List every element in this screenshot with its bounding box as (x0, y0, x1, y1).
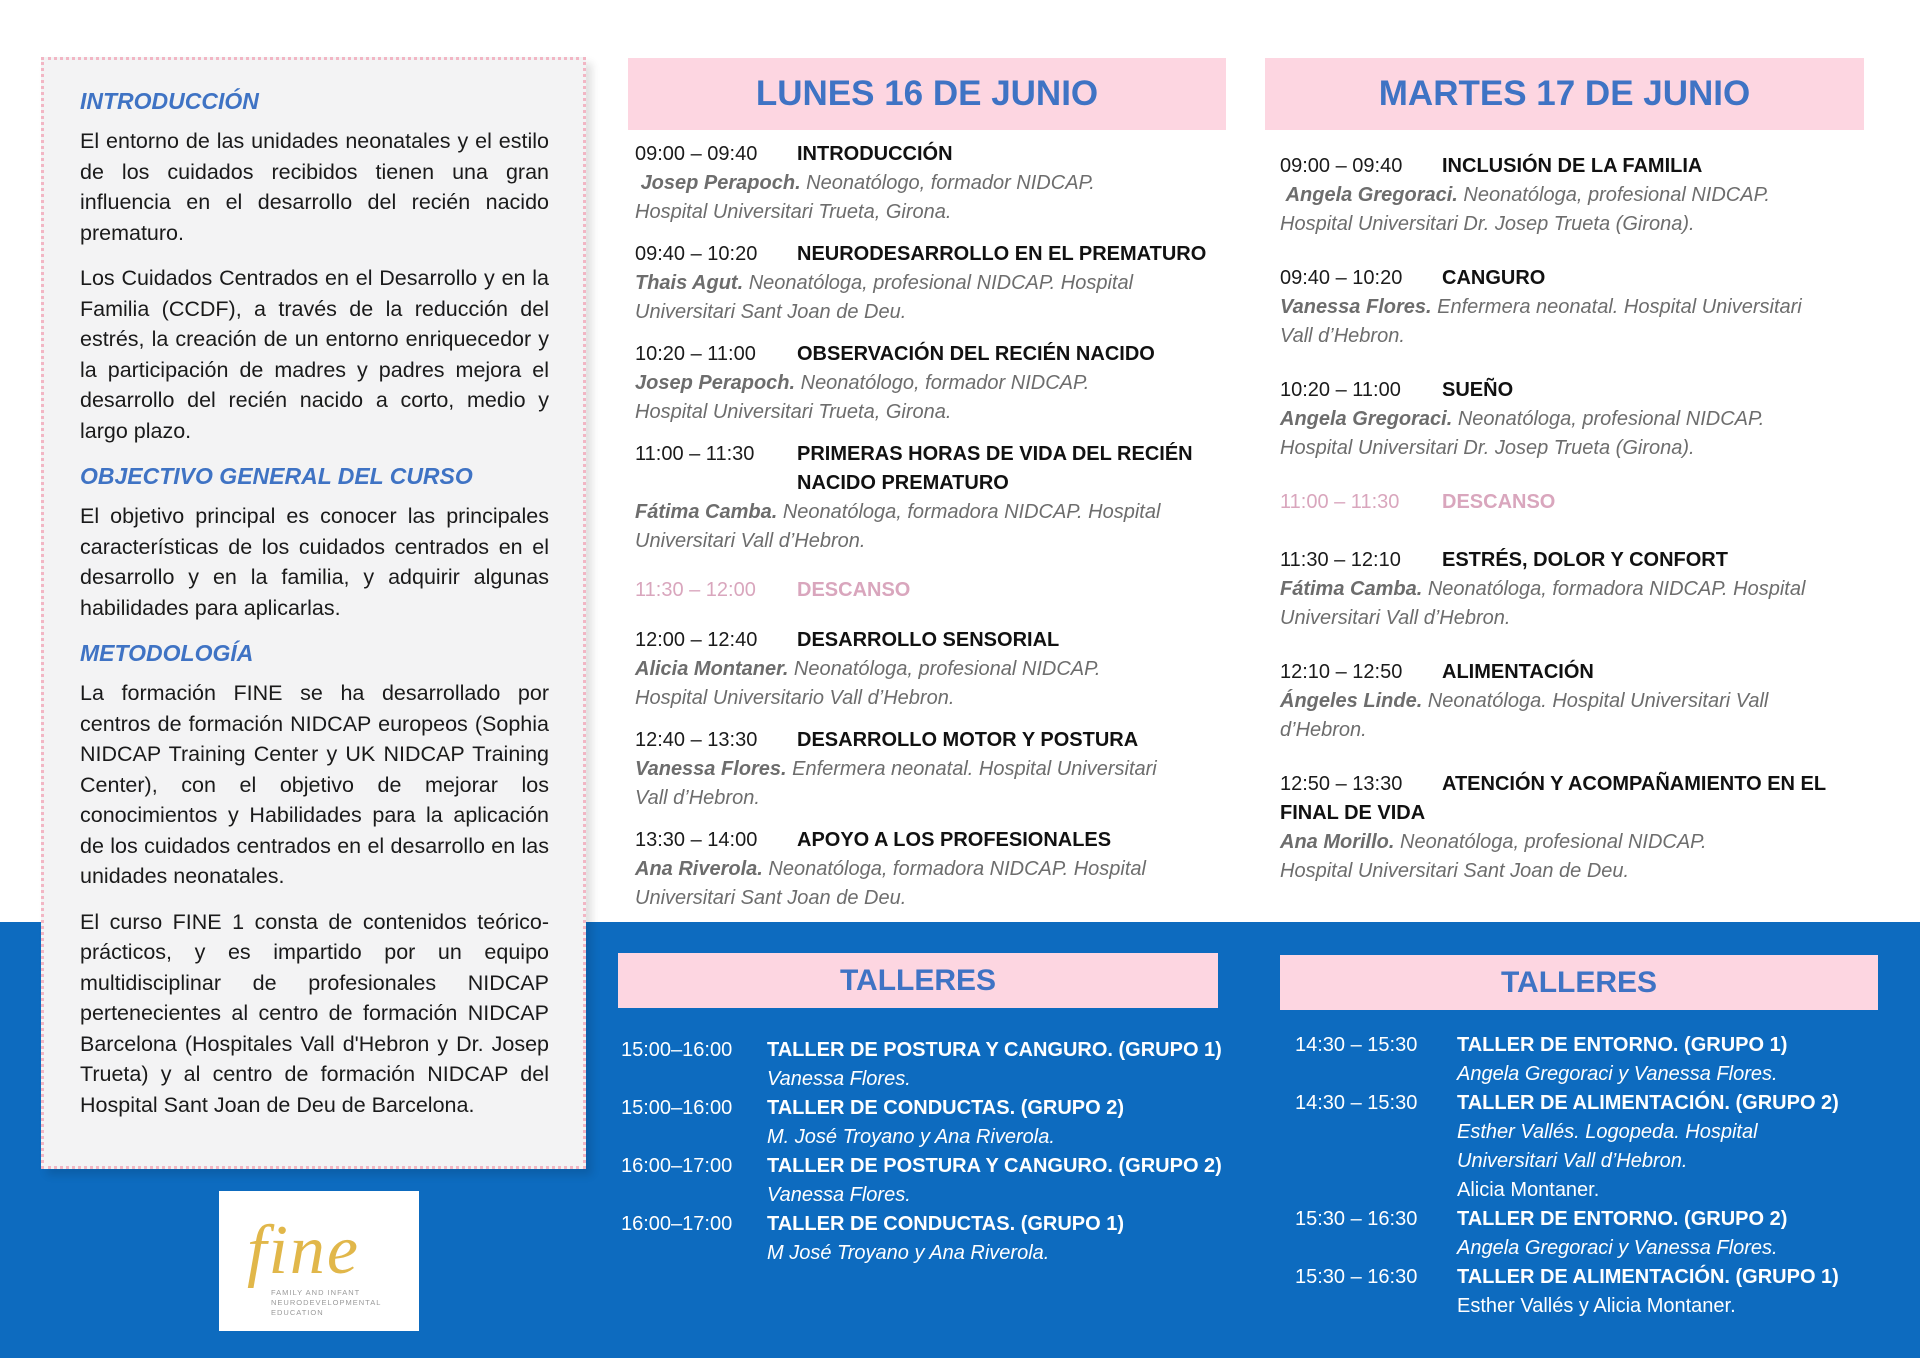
session-speaker: Josep Perapoch. Neonatólogo, formador NIDCAP. (635, 372, 1090, 394)
session-hospital: Hospital Universitari Trueta, Girona. (635, 401, 952, 423)
workshop-instructors: Angela Gregoraci y Vanessa Flores. (1457, 1063, 1778, 1085)
workshop-time: 15:30 – 16:30 (1295, 1208, 1418, 1230)
session-time: 11:30 – 12:10 (1280, 549, 1401, 571)
session-speaker: Fátima Camba. Neonatóloga, formadora NIDCAP. Hospital (635, 501, 1161, 523)
methodology-paragraph-2: El curso FINE 1 consta de contenidos teórico-prácticos, y es impartido por un equipo multidisciplinar de profesionales NIDCAP pertenecientes al centro de formación NIDCAP Barcelona (Hospitales Vall d'Hebron y Dr. Josep Trueta) y al centro de formación NIDCAP del Hospital Sant Joan de Deu de Barcelona. (80, 909, 549, 1117)
session-hospital: Universitari Vall d’Hebron. (1280, 607, 1511, 629)
schedule-item (635, 140, 1235, 227)
session-hospital: Vall d’Hebron. (635, 787, 760, 809)
schedule-item (1280, 152, 1880, 239)
workshop-title: TALLER DE ALIMENTACIÓN. (GRUPO 2) (1457, 1092, 1839, 1114)
workshop-item (621, 1036, 1241, 1094)
methodology-paragraph-1: La formación FINE se ha desarrollado por centros de formación NIDCAP europeos (Sophia NIDCAP Training Center y UK NIDCAP Training Center), con el objetivo de mejorar los conocimientos y Habilidades para la aplicación de los cuidados centrados en el desarrollo en las unidades neonatales. (80, 681, 549, 888)
session-speaker: Vanessa Flores. Enfermera neonatal. Hospital Universitari (635, 758, 1157, 780)
session-hospital: Universitari Sant Joan de Deu. (635, 887, 907, 909)
session-speaker: Vanessa Flores. Enfermera neonatal. Hospital Universitari (1280, 296, 1802, 318)
session-hospital: Hospital Universitari Dr. Josep Trueta (Girona). (1280, 213, 1695, 235)
schedule-item (1280, 658, 1880, 745)
schedule-item (635, 626, 1235, 713)
fine-logo (219, 1191, 419, 1331)
session-time: 12:00 – 12:40 (635, 629, 758, 651)
break-item (635, 576, 1235, 605)
workshop-item (1295, 1263, 1915, 1321)
break-time: 11:00 – 11:30 (1280, 491, 1400, 513)
schedule-item (635, 240, 1235, 327)
workshop-time: 16:00–17:00 (621, 1155, 733, 1177)
session-hospital: d’Hebron. (1280, 719, 1367, 741)
workshop-title: TALLER DE ENTORNO. (GRUPO 2) (1457, 1208, 1788, 1230)
session-time: 09:00 – 09:40 (635, 143, 758, 165)
logo-wordmark: fine (247, 1212, 360, 1289)
workshop-title: TALLER DE CONDUCTAS. (GRUPO 1) (767, 1213, 1125, 1235)
session-speaker: Angela Gregoraci. Neonatóloga, profesional NIDCAP. (1280, 408, 1765, 430)
workshop-instructors: M José Troyano y Ana Riverola. (767, 1242, 1050, 1264)
session-time: 13:30 – 14:00 (635, 829, 758, 851)
schedule-item (1280, 376, 1880, 463)
workshop-item (1295, 1031, 1915, 1089)
session-speaker: Fátima Camba. Neonatóloga, formadora NIDCAP. Hospital (1280, 578, 1806, 600)
session-time: 10:20 – 11:00 (1280, 379, 1401, 401)
workshop-item (1295, 1205, 1915, 1263)
workshop-title: TALLER DE CONDUCTAS. (GRUPO 2) (767, 1097, 1125, 1119)
workshop-title: TALLER DE POSTURA Y CANGURO. (GRUPO 1) (767, 1039, 1222, 1061)
workshop-instructors: M. José Troyano y Ana Riverola. (767, 1126, 1055, 1148)
monday-workshops (621, 1036, 1241, 1268)
break-label: DESCANSO (797, 579, 911, 601)
session-title: ESTRÉS, DOLOR Y CONFORT (1442, 549, 1728, 571)
workshop-instructors-line3: Alicia Montaner. (1457, 1179, 1600, 1201)
session-title: ALIMENTACIÓN (1442, 661, 1594, 683)
session-title: DESARROLLO SENSORIAL (797, 629, 1060, 651)
break-item (1280, 488, 1880, 517)
workshop-instructors: Vanessa Flores. (767, 1068, 911, 1090)
schedule-item (1280, 546, 1880, 633)
session-time: 12:50 – 13:30 (1280, 773, 1403, 795)
break-label: DESCANSO (1442, 491, 1556, 513)
workshop-instructors: Angela Gregoraci y Vanessa Flores. (1457, 1237, 1778, 1259)
session-hospital: Universitari Vall d’Hebron. (635, 530, 866, 552)
session-speaker: Thais Agut. Neonatóloga, profesional NIDCAP. Hospital (635, 272, 1134, 294)
objective-heading: OBJECTIVO GENERAL DEL CURSO (80, 463, 473, 489)
tuesday-schedule (1280, 152, 1880, 886)
session-title: NEURODESARROLLO EN EL PREMATURO (797, 243, 1207, 265)
session-title-continued: NACIDO PREMATURO (797, 472, 1009, 494)
session-title-continued: FINAL DE VIDA (1280, 802, 1426, 824)
workshop-time: 15:00–16:00 (621, 1097, 733, 1119)
tuesday-workshops-header: TALLERES (1280, 955, 1878, 1010)
workshop-time: 16:00–17:00 (621, 1213, 733, 1235)
workshop-instructors-line2: Universitari Vall d’Hebron. (1457, 1150, 1688, 1172)
workshop-time: 14:30 – 15:30 (1295, 1034, 1418, 1056)
monday-schedule (635, 140, 1235, 913)
schedule-item (635, 340, 1235, 427)
session-title: ATENCIÓN Y ACOMPAÑAMIENTO EN EL (1442, 773, 1827, 795)
workshop-title: TALLER DE ENTORNO. (GRUPO 1) (1457, 1034, 1788, 1056)
workshop-instructors: Esther Vallés. Logopeda. Hospital (1457, 1121, 1758, 1143)
workshop-title: TALLER DE POSTURA Y CANGURO. (GRUPO 2) (767, 1155, 1222, 1177)
intro-paragraph-2: Los Cuidados Centrados en el Desarrollo y en la Familia (CCDF), a través de la reducción del estrés, la creación de un entorno enriquecedor y la participación de madres y padres mejora el desarrollo del recién nacido a corto, medio y largo plazo. (80, 266, 549, 443)
tuesday-header: MARTES 17 DE JUNIO (1265, 58, 1864, 130)
course-info-panel (41, 57, 586, 1169)
session-title: INTRODUCCIÓN (797, 143, 953, 165)
session-speaker: Josep Perapoch. Neonatólogo, formador NIDCAP. (640, 172, 1095, 194)
workshop-title: TALLER DE ALIMENTACIÓN. (GRUPO 1) (1457, 1266, 1839, 1288)
session-speaker: Ángeles Linde. Neonatóloga. Hospital Universitari Vall (1280, 690, 1769, 712)
workshop-item (1295, 1089, 1915, 1205)
session-title: APOYO A LOS PROFESIONALES (797, 829, 1112, 851)
schedule-item (635, 440, 1235, 556)
workshop-time: 15:00–16:00 (621, 1039, 733, 1061)
session-hospital: Hospital Universitari Trueta, Girona. (635, 201, 952, 223)
session-speaker: Angela Gregoraci. Neonatóloga, profesional NIDCAP. (1285, 184, 1770, 206)
workshop-item (621, 1210, 1241, 1268)
session-title: OBSERVACIÓN DEL RECIÉN NACIDO (797, 343, 1155, 365)
break-time: 11:30 – 12:00 (635, 579, 756, 601)
tuesday-workshops (1295, 1031, 1915, 1321)
session-time: 11:00 – 11:30 (635, 443, 755, 465)
session-hospital: Hospital Universitari Dr. Josep Trueta (Girona). (1280, 437, 1695, 459)
session-time: 10:20 – 11:00 (635, 343, 756, 365)
session-speaker: Ana Riverola. Neonatóloga, formadora NIDCAP. Hospital (635, 858, 1146, 880)
session-title: INCLUSIÓN DE LA FAMILIA (1442, 155, 1703, 177)
schedule-item (1280, 770, 1880, 886)
monday-workshops-header: TALLERES (618, 953, 1218, 1008)
session-time: 12:40 – 13:30 (635, 729, 758, 751)
workshop-time: 14:30 – 15:30 (1295, 1092, 1418, 1114)
schedule-item (635, 726, 1235, 813)
logo-subtitle: FAMILY AND INFANT NEURODEVELOPMENTAL EDUCATION (271, 1288, 382, 1317)
session-speaker: Ana Morillo. Neonatóloga, profesional NIDCAP. (1280, 831, 1707, 853)
session-hospital: Hospital Universitario Vall d’Hebron. (635, 687, 955, 709)
schedule-item (1280, 264, 1880, 351)
schedule-item (635, 826, 1235, 913)
session-time: 09:00 – 09:40 (1280, 155, 1403, 177)
intro-heading: INTRODUCCIÓN (80, 88, 259, 114)
session-title: PRIMERAS HORAS DE VIDA DEL RECIÉN (797, 443, 1193, 465)
intro-paragraph-1: El entorno de las unidades neonatales y el estilo de los cuidados recibidos tienen una gran influencia en el desarrollo del recién nacido prematuro. (80, 129, 549, 245)
workshop-item (621, 1152, 1241, 1210)
workshop-instructors: Vanessa Flores. (767, 1184, 911, 1206)
session-hospital: Universitari Sant Joan de Deu. (635, 301, 907, 323)
session-speaker: Alicia Montaner. Neonatóloga, profesional NIDCAP. (635, 658, 1101, 680)
session-title: DESARROLLO MOTOR Y POSTURA (797, 729, 1139, 751)
session-time: 12:10 – 12:50 (1280, 661, 1403, 683)
objective-paragraph: El objetivo principal es conocer las principales características de los cuidados centrados en el desarrollo y en la familia, y adquirir algunas habilidades para aplicarlas. (80, 504, 549, 620)
session-hospital: Hospital Universitari Sant Joan de Deu. (1280, 860, 1630, 882)
session-hospital: Vall d’Hebron. (1280, 325, 1405, 347)
methodology-heading: METODOLOGÍA (80, 640, 254, 666)
session-time: 09:40 – 10:20 (635, 243, 758, 265)
session-title: SUEÑO (1442, 379, 1514, 401)
session-time: 09:40 – 10:20 (1280, 267, 1403, 289)
session-title: CANGURO (1442, 267, 1546, 289)
workshop-time: 15:30 – 16:30 (1295, 1266, 1418, 1288)
workshop-item (621, 1094, 1241, 1152)
monday-header: LUNES 16 DE JUNIO (628, 58, 1226, 130)
workshop-instructors: Esther Vallés y Alicia Montaner. (1457, 1295, 1736, 1317)
